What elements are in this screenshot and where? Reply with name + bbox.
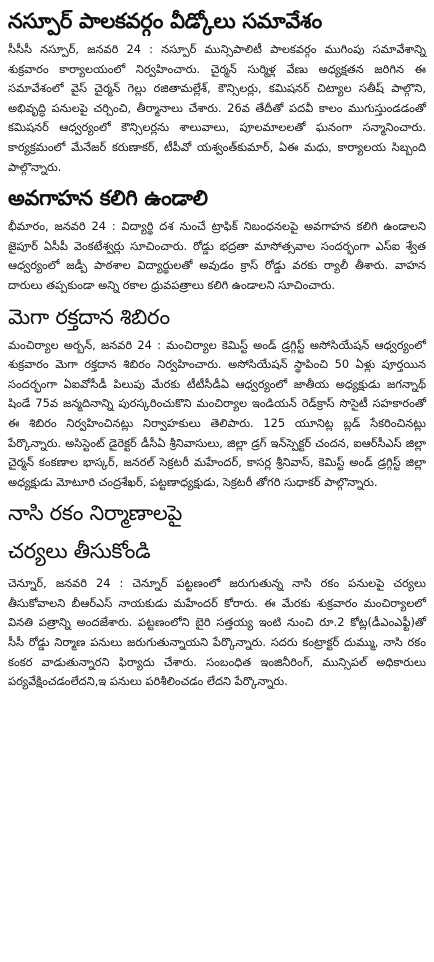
article-body: మంచిర్యాల అర్బన్, జనవరి 24 : మంచిర్యాల కెమిస్ట్ అండ్ డ్రగ్గిస్ట్ అసోసియేషన్ ఆధ్వర్యంలో శుక్రవారం మెగా రక్తదాన శిబిరం నిర్వహించారు. అసోసియేషన్ స్థాపించి 50 ఏళ్లు పూర్తయిన సందర్భంగా ఏఐవోసీడీ పిలుపు మేరకు టీటీసీడీఏ ఆధ్వర్యంలో జాతీయ అధ్యక్షుడు జగన్నాథ్ షిండే 75వ జన్మదినాన్ని పురస్కరించుకొని మంచిర్యాల ఇండియన్ రెడ్‌క్రాస్ సొసైటీ సహకారంతో ఈ శిబిరం నిర్వహించినట్లు నిర్వాహకులు తెలిపారు. 125 యూనిట్ల బ్లడ్ సేకరించినట్లు పేర్కొన్నారు. అసిస్టెంట్ డైరెక్టర్ డీసీఏ శ్రీనివాసులు, జిల్లా డ్రగ్ ఇన్‌స్పెక్టర్ చందన, ఐఆర్‌సీఎస్ జిల్లా చైర్మన్ కంకణాల భాస్కర్, జనరల్ సెక్రటరీ మహేందర్, కాసర్ల శ్రీనివాస్, కెమిస్ట్ అండ్ డ్రగ్గిస్ట్ జిల్లా అధ్యక్షుడు మోటూరి చంద్రశేఖర్, పట్టణాధ్యక్షుడు, సెక్రటరీ తోగరి సుధాకర్ పాల్గొన్నారు. bbox=[8, 337, 426, 489]
article-awareness bbox=[8, 183, 426, 295]
article-body: చెన్నూర్, జనవరి 24 : చెన్నూర్ పట్టణంలో జరుగుతున్న నాసి రకం పనులపై చర్యలు తీసుకోవాలని బీఆర్ఎస్ నాయకుడు మహేందర్ కోరారు. ఈ మేరకు శుక్రవారం మంచిర్యాలలో వినతి పత్రాన్ని అందజేశారు. పట్టణంలోని బైరి సత్తయ్య ఇంటి నుంచి రూ.2 కోట్ల(డీఎంఎఫ్టీ)తో సీసీ రోడ్డు నిర్మాణ పనులు జరుగుతున్నాయని పేర్కొన్నారు. సదరు కంట్రాక్టర్ దుమ్ము, నాసి రకం కంకర వాడుతున్నారని ఫిర్యాదు చేశారు. సంబంధిత ఇంజినీరింగ్, మున్సిపల్ అధికారులు పర్యవేక్షించడంలేదని,ఇ పనులు పరిశీలించడం లేదని పేర్కొన్నారు. bbox=[8, 576, 426, 689]
article-body: భీమారం, జనవరి 24 : విద్యార్థి దశ నుంచే ట్రాఫిక్ నిబంధనలపై అవగాహన కలిగి ఉండాలని జైపూర్ ఏసీపీ వెంకటేశ్వర్లు సూచించారు. రోడ్డు భద్రతా మాసోత్సవాల సందర్భంగా ఎస్ఐ శ్వేత ఆధ్వర్యంలో జడ్పీ పాఠశాల విద్యార్థులతో అవుడం క్రాస్ రోడ్డు వరకు ర్యాలీ తీశారు. వాహన దారులు తప్పకుండా అన్ని రకాల ధ్రువపత్రాలు కలిగి ఉండాలని సూచించారు. bbox=[8, 219, 426, 292]
article-headline: మెగా రక్తదాన శిబిరం bbox=[8, 304, 170, 329]
article-blood-donation bbox=[8, 302, 426, 493]
article-substandard-works bbox=[8, 498, 426, 692]
article-headline: నస్పూర్ పాలకవర్గం వీడ్కోలు సమావేశం bbox=[8, 9, 322, 33]
article-body: సీసీసీ నస్పూర్, జనవరి 24 : నస్పూర్ మున్సిపాలిటీ పాలకవర్గం ముగింపు సమావేశాన్ని శుక్రవారం కార్యాలయంలో నిర్వహించారు. చైర్మన్ సుర్మిళ్ల వేణు అధ్యక్షతన జరిగిన ఈ సమావేశంలో వైస్ చైర్మన్ గెల్లు రజితామల్లేశ్, కౌన్సిలర్లు, కమిషనర్ చిట్యాల సతీష్ పాల్గొని, అభివృద్ధి పనులపై చర్చించి, తీర్మానాలు చేశారు. 26వ తేదీతో పదవీ కాలం ముగుస్తుండడంతో కమిషనర్ ఆధ్వర్యంలో కౌన్సిలర్లను శాలువాలు, పూలమాలలతో ఘనంగా సన్మానించారు. కార్యక్రమంలో మేనేజర్ కరుణాకర్, టీపీవో యశ్వంత్‌కుమార్, ఏఈ మధు, కార్యాలయ సిబ్బంది పాల్గొన్నారు. bbox=[8, 42, 426, 174]
article-headline: అవగాహన కలిగి ఉండాలి bbox=[8, 186, 208, 211]
article-farewell-meeting bbox=[8, 6, 426, 177]
article-headline-line2: చర్యలు తీసుకోండి bbox=[8, 539, 151, 564]
article-headline-line1: నాసి రకం నిర్మాణాలపై bbox=[8, 501, 183, 526]
